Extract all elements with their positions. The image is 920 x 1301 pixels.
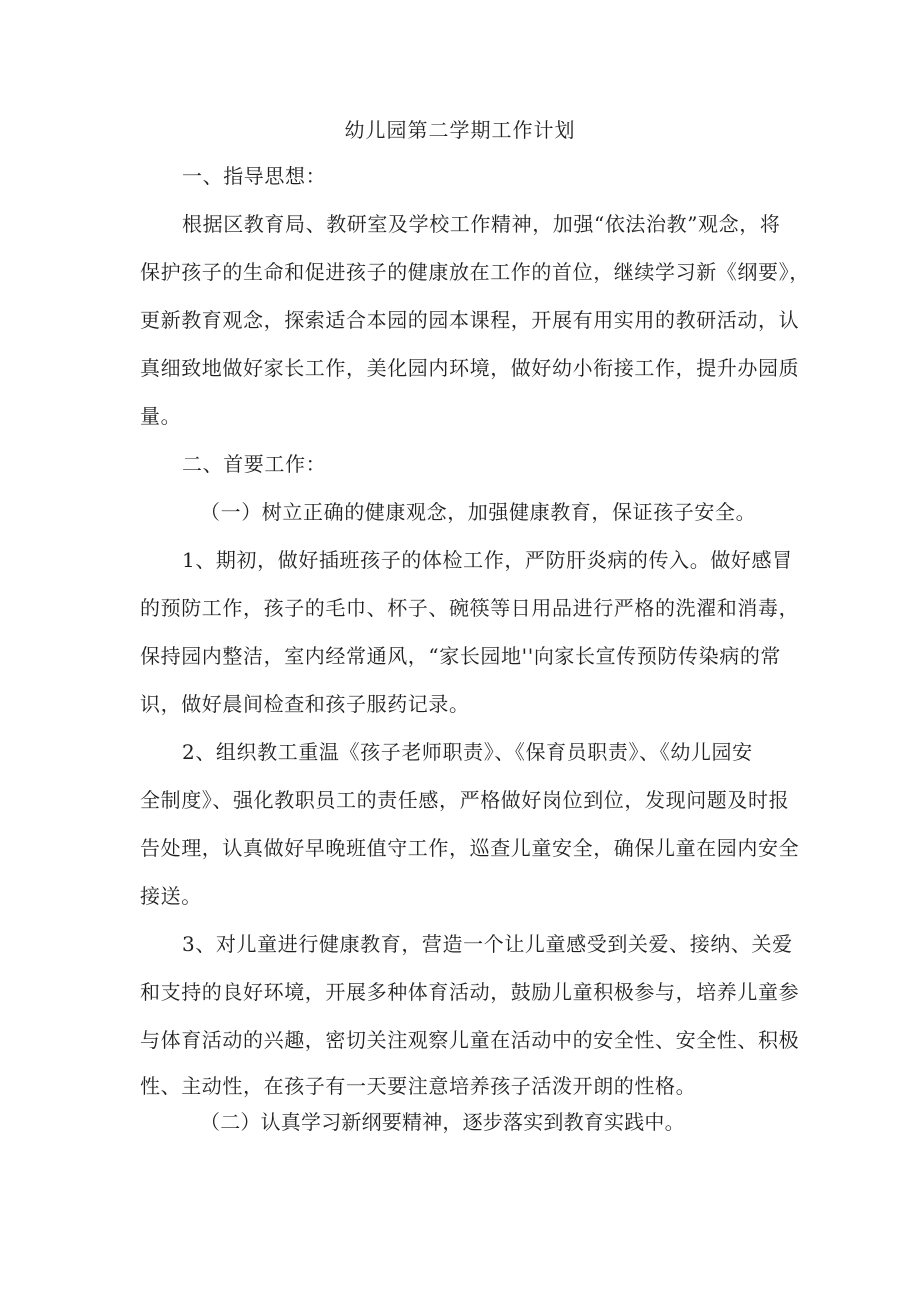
paragraph-line: 1、期初，做好插班孩子的体检工作，严防肝炎病的传入。做好感冒 bbox=[182, 548, 793, 572]
paragraph-line: 接送。 bbox=[140, 884, 202, 908]
subheading-new-outline: （二）认真学习新纲要精神，逐步落实到教育实践中。 bbox=[200, 1110, 685, 1134]
paragraph-line: 更新教育观念，探索适合本园的园本课程，开展有用实用的教研活动，认 bbox=[140, 308, 800, 332]
paragraph-line: 和支持的良好环境，开展多种体育活动，鼓励儿童积极参与，培养儿童参 bbox=[140, 980, 800, 1004]
heading-main-work: 二、首要工作： bbox=[182, 452, 327, 476]
paragraph-line: 2、组织教工重温《孩子老师职责》、《保育员职责》、《幼儿园安 bbox=[182, 740, 753, 764]
subheading-health: （一）树立正确的健康观念，加强健康教育，保证孩子安全。 bbox=[200, 500, 757, 524]
paragraph-line: 根据区教育局、教研室及学校工作精神，加强“依法治教”观念，将 bbox=[182, 212, 781, 236]
document-title: 幼儿园第二学期工作计划 bbox=[344, 118, 576, 142]
paragraph-line: 与体育活动的兴趣，密切关注观察儿童在活动中的安全性、安全性、积极 bbox=[140, 1028, 800, 1052]
heading-guiding-ideology: 一、指导思想： bbox=[182, 164, 327, 188]
paragraph-line: 量。 bbox=[140, 404, 182, 428]
paragraph-line: 性、主动性，在孩子有一天要注意培养孩子活泼开朗的性格。 bbox=[140, 1074, 697, 1098]
paragraph-line: 全制度》、强化教职员工的责任感，严格做好岗位到位，发现问题及时报 bbox=[140, 788, 790, 812]
paragraph-line: 保护孩子的生命和促进孩子的健康放在工作的首位，继续学习新《纲要》， bbox=[140, 260, 810, 284]
paragraph-line: 保持园内整洁，室内经常通风，“家长园地''向家长宣传预防传染病的常 bbox=[140, 644, 782, 668]
paragraph-line: 真细致地做好家长工作，美化园内环境，做好幼小衔接工作，提升办园质 bbox=[140, 356, 800, 380]
paragraph-line: 3、对儿童进行健康教育，营造一个让儿童感受到关爱、接纳、关爱 bbox=[182, 932, 793, 956]
paragraph-line: 识，做好晨间检查和孩子服药记录。 bbox=[140, 692, 470, 716]
paragraph-line: 的预防工作，孩子的毛巾、杯子、碗筷等日用品进行严格的洗濯和消毒， bbox=[140, 596, 800, 620]
paragraph-line: 告处理，认真做好早晚班值守工作，巡查儿童安全，确保儿童在园内安全 bbox=[140, 836, 800, 860]
